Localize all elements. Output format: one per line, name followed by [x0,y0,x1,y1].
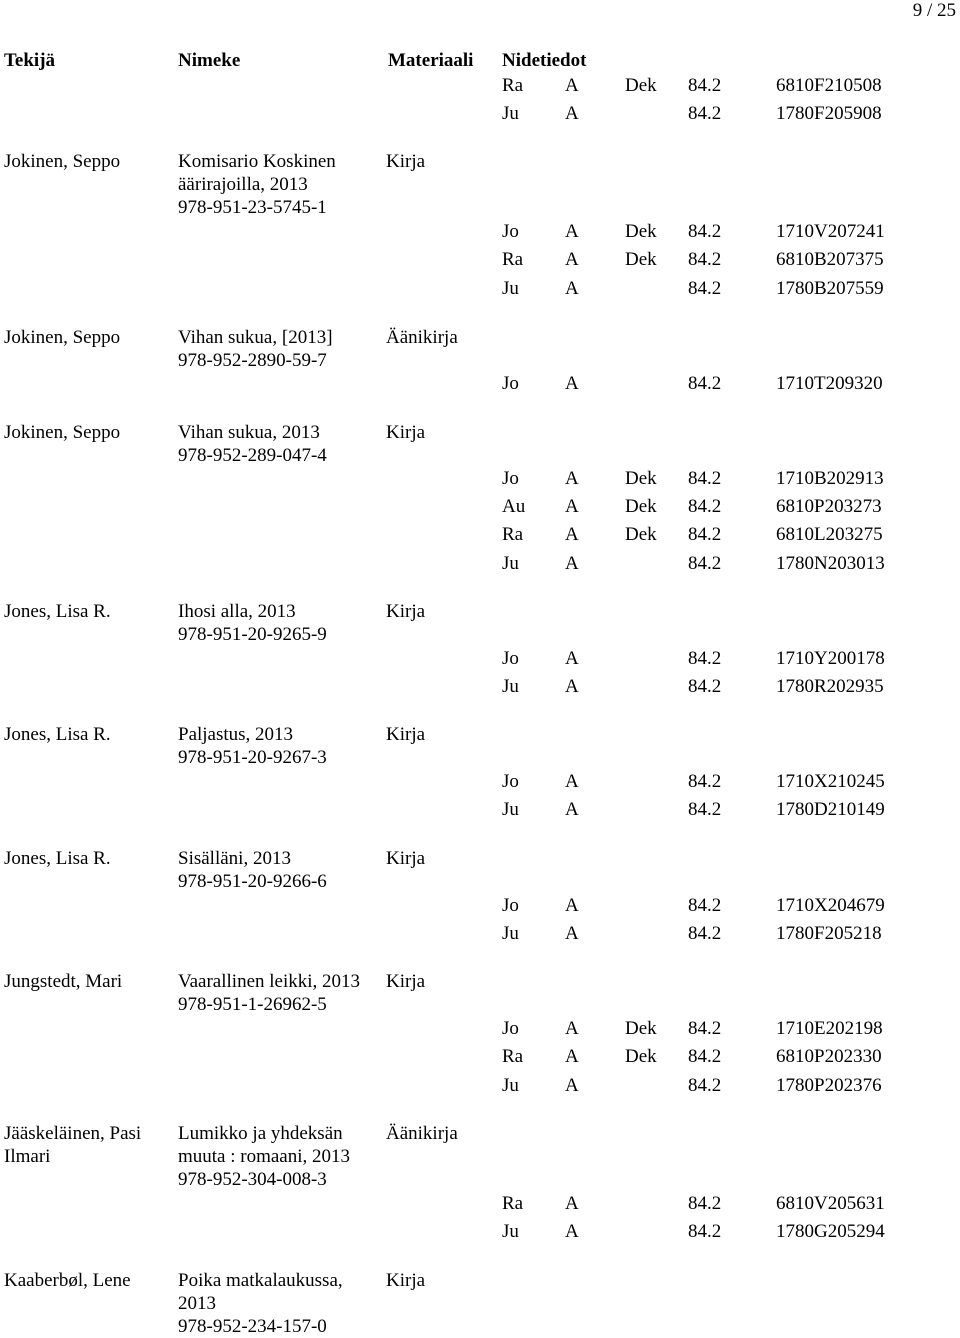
holding-class: 84.2 [688,249,722,270]
holding-location: Jo [502,771,519,792]
holding-id: 1710T209320 [776,373,883,394]
holding-id: 6810B207375 [776,249,884,270]
entry-isbn: 978-952-304-008-3 [178,1169,327,1190]
holding-type: A [565,676,579,697]
holding-class: 84.2 [688,1193,722,1214]
holding-location: Jo [502,468,519,489]
holding-location: Ju [502,799,519,820]
holding-class: 84.2 [688,524,722,545]
holding-type: A [565,648,579,669]
holding-type: A [565,799,579,820]
holding-id: 6810F210508 [776,75,882,96]
holding-shelf: Dek [625,249,657,270]
holding-location: Ra [502,75,524,96]
holding-class: 84.2 [688,221,722,242]
header-holdings: Nidetiedot [502,50,587,71]
holding-type: A [565,75,579,96]
holding-type: A [565,895,579,916]
holding-location: Ju [502,676,519,697]
holding-location: Ju [502,278,519,299]
entry-title: Vaarallinen leikki, 2013 [178,971,361,992]
entry-material: Kirja [386,971,426,992]
entry-isbn: 978-952-234-157-0 [178,1316,327,1337]
holding-id: 1780D210149 [776,799,885,820]
holding-id: 1780P202376 [776,1075,882,1096]
holding-id: 6810V205631 [776,1193,885,1214]
holding-location: Jo [502,895,519,916]
entry-isbn: 978-951-20-9265-9 [178,624,327,645]
holding-shelf: Dek [625,524,657,545]
holding-location: Jo [502,221,519,242]
header-author: Tekijä [4,50,56,71]
holding-class: 84.2 [688,553,722,574]
entry-title: Ihosi alla, 2013 [178,601,296,622]
holding-id: 1780R202935 [776,676,884,697]
entry-isbn: 978-952-2890-59-7 [178,350,327,371]
holding-location: Jo [502,648,519,669]
holding-type: A [565,221,579,242]
holding-type: A [565,1221,579,1242]
header-title: Nimeke [178,50,241,71]
holding-location: Jo [502,1018,519,1039]
holding-location: Ra [502,524,524,545]
holding-id: 6810L203275 [776,524,883,545]
holding-location: Ra [502,1193,524,1214]
entry-isbn: 978-951-20-9266-6 [178,871,327,892]
holding-type: A [565,771,579,792]
entry-title: Lumikko ja yhdeksän [178,1123,343,1144]
holding-class: 84.2 [688,468,722,489]
entry-isbn: 978-951-23-5745-1 [178,197,327,218]
page-number: 9 / 25 [912,0,956,21]
entry-isbn: 978-951-20-9267-3 [178,747,327,768]
holding-type: A [565,496,579,517]
holding-type: A [565,278,579,299]
holding-type: A [565,468,579,489]
entry-material: Äänikirja [386,1123,458,1144]
entry-isbn: 978-951-1-26962-5 [178,994,327,1015]
entry-title: Vihan sukua, [2013] [178,327,333,348]
entry-author: Jones, Lisa R. [4,724,111,745]
entry-author: Jokinen, Seppo [4,151,121,172]
holding-type: A [565,1075,579,1096]
entry-author: Jääskeläinen, Pasi [4,1123,142,1144]
holding-id: 6810P203273 [776,496,882,517]
entry-material: Kirja [386,1270,426,1291]
entry-isbn: 978-952-289-047-4 [178,445,327,466]
holding-location: Au [502,496,526,517]
holding-class: 84.2 [688,75,722,96]
entry-title: Vihan sukua, 2013 [178,422,320,443]
holding-id: 1780F205908 [776,103,882,124]
holding-class: 84.2 [688,496,722,517]
holding-class: 84.2 [688,771,722,792]
entry-title: Poika matkalaukussa, [178,1270,343,1291]
holding-shelf: Dek [625,1018,657,1039]
holding-type: A [565,553,579,574]
holding-id: 1710V207241 [776,221,885,242]
holding-shelf: Dek [625,221,657,242]
entry-author: Jokinen, Seppo [4,327,121,348]
entry-title: muuta : romaani, 2013 [178,1146,351,1167]
entry-author: Jokinen, Seppo [4,422,121,443]
entry-title: Komisario Koskinen [178,151,336,172]
holding-id: 1710Y200178 [776,648,885,669]
holding-class: 84.2 [688,923,722,944]
holding-class: 84.2 [688,1046,722,1067]
holding-location: Jo [502,373,519,394]
holding-class: 84.2 [688,1221,722,1242]
holding-class: 84.2 [688,103,722,124]
entry-material: Äänikirja [386,327,458,348]
holding-shelf: Dek [625,75,657,96]
entry-title: Paljastus, 2013 [178,724,294,745]
holding-id: 1710B202913 [776,468,884,489]
entry-author: Jones, Lisa R. [4,848,111,869]
holding-type: A [565,373,579,394]
entry-author: Kaaberbøl, Lene [4,1270,131,1291]
holding-location: Ra [502,1046,524,1067]
holding-class: 84.2 [688,648,722,669]
entry-author: Ilmari [4,1146,51,1167]
holding-id: 6810P202330 [776,1046,882,1067]
holding-shelf: Dek [625,1046,657,1067]
holding-shelf: Dek [625,496,657,517]
header-material: Materiaali [388,50,474,71]
holding-location: Ju [502,553,519,574]
holding-location: Ju [502,923,519,944]
holding-type: A [565,1018,579,1039]
holding-location: Ra [502,249,524,270]
entry-material: Kirja [386,151,426,172]
entry-title: 2013 [178,1293,216,1314]
holding-class: 84.2 [688,676,722,697]
holding-class: 84.2 [688,1075,722,1096]
holding-type: A [565,524,579,545]
holding-location: Ju [502,1221,519,1242]
holding-shelf: Dek [625,468,657,489]
holding-id: 1780G205294 [776,1221,885,1242]
entry-material: Kirja [386,422,426,443]
entry-material: Kirja [386,601,426,622]
holding-class: 84.2 [688,895,722,916]
holding-type: A [565,1193,579,1214]
entry-title: äärirajoilla, 2013 [178,174,308,195]
entry-material: Kirja [386,848,426,869]
holding-id: 1780B207559 [776,278,884,299]
holding-class: 84.2 [688,373,722,394]
holding-type: A [565,923,579,944]
holding-class: 84.2 [688,799,722,820]
entry-title: Sisälläni, 2013 [178,848,291,869]
holding-id: 1710X210245 [776,771,885,792]
entry-material: Kirja [386,724,426,745]
holding-class: 84.2 [688,278,722,299]
holding-id: 1780N203013 [776,553,885,574]
entry-author: Jones, Lisa R. [4,601,111,622]
holding-type: A [565,103,579,124]
holding-type: A [565,1046,579,1067]
entry-author: Jungstedt, Mari [4,971,123,992]
holding-id: 1780F205218 [776,923,882,944]
holding-id: 1710X204679 [776,895,885,916]
holding-location: Ju [502,1075,519,1096]
holding-id: 1710E202198 [776,1018,883,1039]
holding-type: A [565,249,579,270]
holding-class: 84.2 [688,1018,722,1039]
holding-location: Ju [502,103,519,124]
